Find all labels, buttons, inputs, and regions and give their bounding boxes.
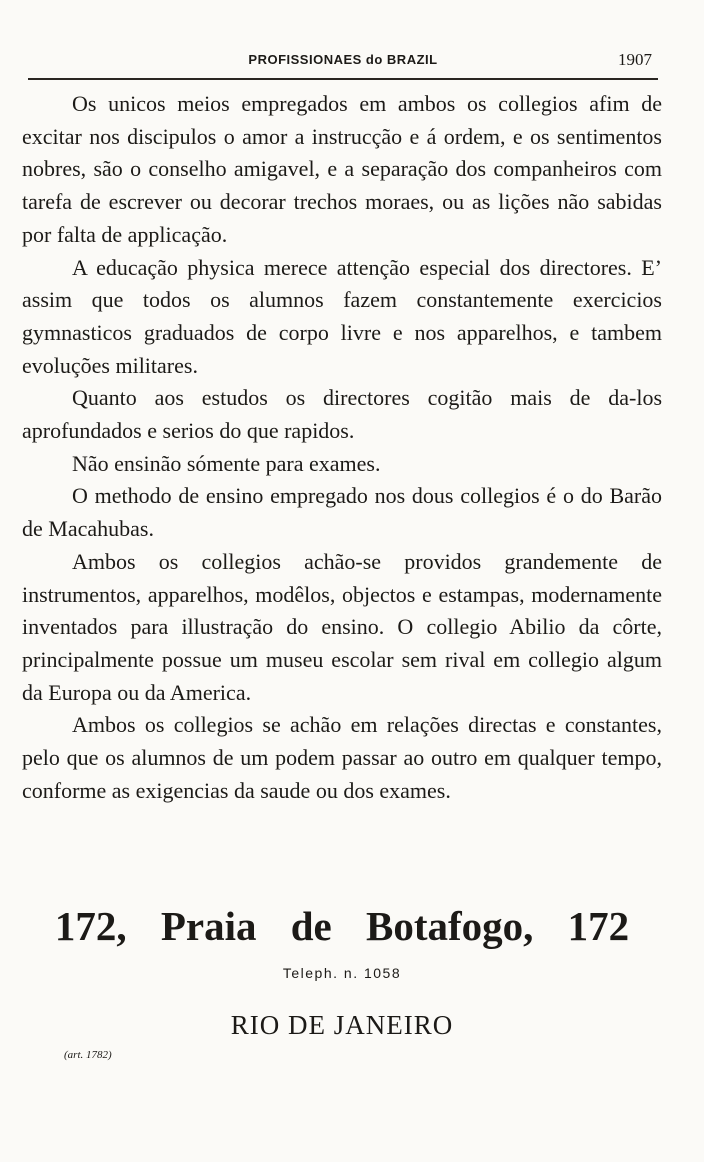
body-text xyxy=(22,88,662,807)
telephone-line: Teleph. n. 1058 xyxy=(282,965,402,981)
paragraph: Quanto aos estudos os directores cogitão mais de da-los aprofundados e serios do que rapidos. xyxy=(22,385,662,444)
paragraph: Ambos os collegios achão-se providos grandemente de instrumentos, apparelhos, modêlos, objectos e estampas, modernamente inventados para illustração do ensino. O collegio Abilio da côrte, principalmente possue um museu escolar sem rival em collegio algum da Europa ou da America. xyxy=(22,548,662,705)
city-name: RIO DE JANEIRO xyxy=(230,1010,454,1040)
page-number: 1907 xyxy=(618,50,652,69)
printer-mark: (art. 1782) xyxy=(64,1049,112,1061)
paragraph: Não ensinão sómente para exames. xyxy=(72,450,381,476)
paragraph: O methodo de ensino empregado nos dous collegios é o do Barão de Macahubas. xyxy=(22,483,662,542)
running-title: PROFISSIONAES do BRAZIL xyxy=(248,52,438,67)
running-head xyxy=(28,50,658,80)
paragraph: Os unicos meios empregados em ambos os collegios afim de excitar nos discipulos o amor a instrucção e á ordem, e os sentimentos nobres, são o conselho amigavel, e a separação dos companheiros com tarefa de escrever ou decorar trechos moraes, ou as lições não sabidas por falta de applicação. xyxy=(22,91,662,247)
paragraph: A educação physica merece attenção especial dos directores. E’ assim que todos os alumnos fazem constantemente exercicios gymnasticos graduados de corpo livre e nos apparelhos, e tambem evoluções militares. xyxy=(22,254,662,378)
paragraph: Ambos os collegios se achão em relações directas e constantes, pelo que os alumnos de um podem passar ao outro em qualquer tempo, conforme as exigencias da saude ou dos exames. xyxy=(22,712,662,803)
address-heading: 172, Praia de Botafogo, 172 xyxy=(54,903,630,949)
